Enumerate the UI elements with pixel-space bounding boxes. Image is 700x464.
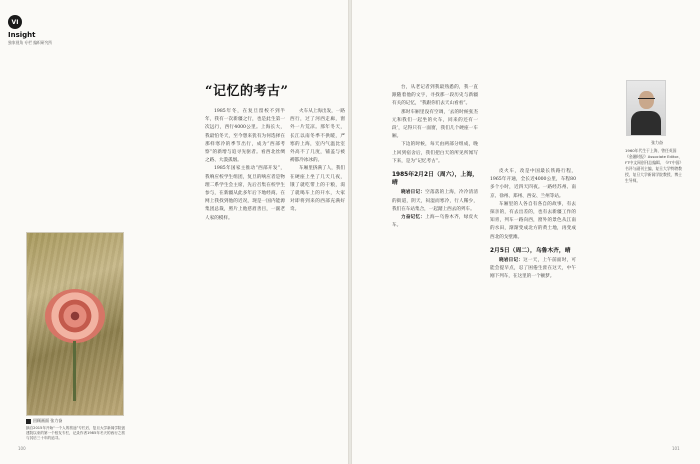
page-number-right: 101: [672, 446, 680, 451]
diary-lead: 晓岩日记：: [499, 258, 524, 264]
left-page: [0, 0, 348, 464]
text-column-1: [205, 108, 285, 448]
paragraph: 那时车厢里没有空调，‘去的时候张杰元和我们一起坐的火车，同来的还有一段’，记得只有一面窗，我们几个硬座一车厢。: [392, 109, 478, 140]
paragraph: 1985年国家主推动“西部开发”，我响应校学生组团，复旦的响应者是物理二系学生会主席，先后召集在校学生参与，在新疆从此多年后下地经商。在网上我找到他的近况，现是一国内能源集团总裁，照片上他慈眉善目，一副老人家的模样。: [205, 166, 285, 221]
image-tag: 回顾画面 张力奋: [26, 418, 62, 424]
author-body: [631, 111, 661, 136]
text-column-2: [290, 108, 345, 448]
diary-entry-heading: 2月5日（周二），乌鲁木齐，晴: [490, 247, 571, 254]
text-column-3: [392, 84, 478, 448]
author-bio: 1960年代生于上海，曾任英国《金融时报》Associate Editor、FT中文网创刊总编辑、《FT中国》书评与副刊主编，复旦大学特聘教授，复旦大学新闻学院教授，博士生导师。: [625, 148, 683, 183]
text-column-4: [490, 168, 576, 448]
section-subtitle: 独家视角 专栏 编织研究所: [8, 40, 53, 45]
rose-stem: [73, 341, 76, 401]
memory-paragraph: 力奋记忆：上海—乌鲁木齐，绿皮火车。: [392, 215, 478, 229]
square-bullet-icon: [26, 419, 31, 424]
paragraph: 车厢里挤满了人，我们在硬座上坐了几天几夜，饿了就吃带上的干粮，渴了就喝车上的开水，大家对即将到来的西部充满好奇。: [290, 166, 345, 213]
diary-paragraph: 晓岩日记：这一天，上午前面时，可能会提早点，忍了困倦生涯在这天，中午刚下列车，在这里的一个额梦。: [490, 258, 576, 280]
painting-image: [26, 232, 124, 416]
section-title: Insight: [8, 31, 36, 39]
image-caption: 摘自2015年开始“一个人的旅途”专栏后，复旦大学新闻学院创建院以来的第一个校友专栏，记录作者1985年冬天的西行之旅与其后三十年的追寻。: [26, 426, 126, 440]
author-photo: [626, 80, 666, 136]
page-number-left: 100: [18, 446, 26, 451]
paragraph: 火车从上海出发，一路西行，过了河西走廊，窗外一片荒凉。那年冬天，长江以南冬季不供暖，严寒的上海，室内气温比室外高不了几度，铺盖与被褥都冷冰冰的。: [290, 109, 345, 164]
paragraph: 下边的时候，每天由两部分组成，晚上回到宿舍后，我们把白天的所见所闻写下来，是为“记忆考古”。: [392, 142, 478, 164]
article-title: “记忆的考古”: [205, 84, 289, 99]
paragraph: 车厢里的人各自有各自的故事，有去探亲的，有去出差的，也有去新疆工作的知青，列车一路向西，窗外的景色从江南的水田，渐渐变成北方的黄土地，再变成西北的戈壁滩。: [490, 201, 576, 240]
memory-lead: 力奋记忆：: [401, 215, 426, 221]
paragraph: 台，从老记者到我最熟悉的，我一直跟随着他的文字，寻找那一段历史与新疆有关的记忆，“我跟你们去天山看看”。: [392, 85, 478, 107]
diary-entry-heading: 1985年2月2日（周六），上海，晴: [392, 172, 478, 187]
rose-painting-icon: [45, 289, 105, 343]
glasses-icon: [638, 98, 655, 102]
paragraph: 1985年冬，在复旦留校不到半年，我有一次新疆之行，也是此生第一次远行，西行4000公里。上海长大，我最怕冬天，至今想来犹有为何选择在那样寒冷的季节出行，成为“西部考察”的新增与追寻先驱者。看西北丝绸之路、大漠孤烟。: [205, 109, 285, 164]
author-name: 张力奋: [651, 140, 663, 145]
section-badge: VI: [8, 15, 22, 29]
paragraph: 皮火车，改是中国最长铁路行程，1965年开通，全长近4000公里，车程80多个小时，近四天四夜。一路经苏州、南京、徐州、郑州、西安、兰州等站。: [490, 169, 576, 199]
diary-lead: 晓岩日记：: [401, 190, 426, 196]
diary-paragraph: 晓岩日记：空落落的上海，冷冷清清的街道，阴天，闷湿而寒冷，行人稀少，我们在车站集合，一起踏上西去的列车。: [392, 190, 478, 212]
